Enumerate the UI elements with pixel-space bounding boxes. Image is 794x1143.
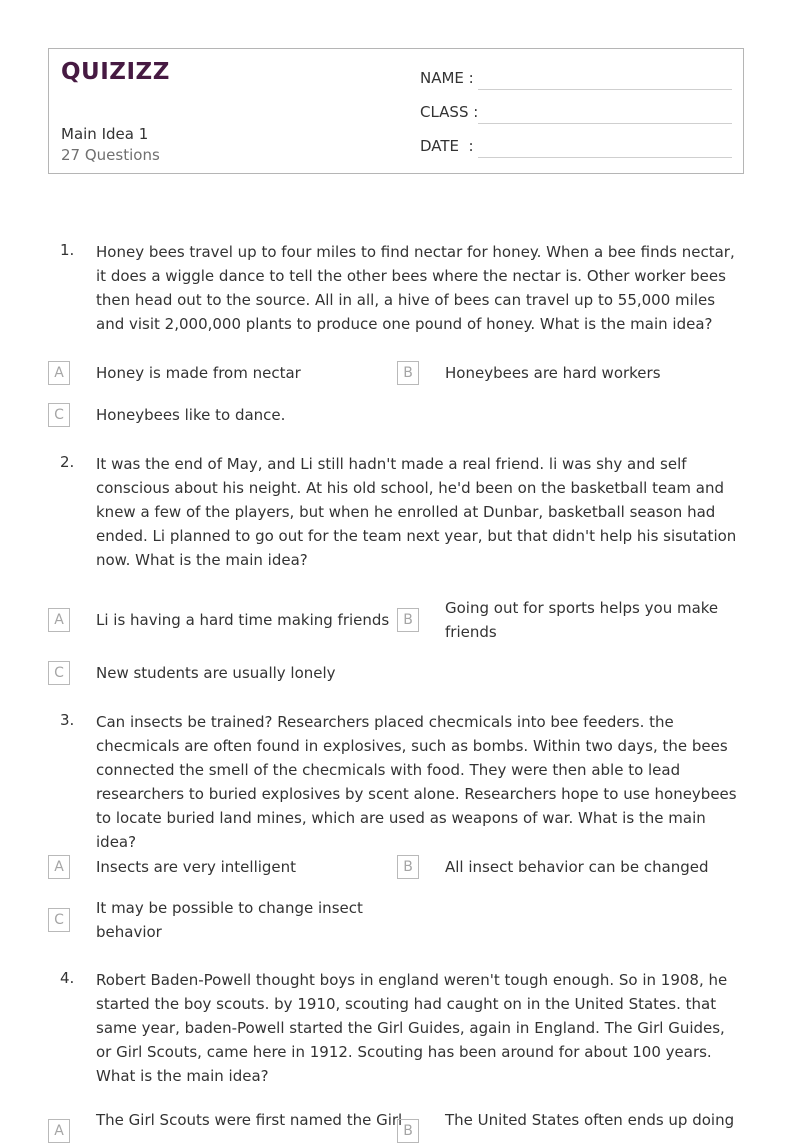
option-text[interactable]: The Girl Scouts were first named the Girl (96, 1111, 403, 1129)
worksheet-header (48, 48, 744, 174)
question-count: 27 Questions (61, 146, 160, 164)
question-text: Can insects be trained? Researchers placed checmicals into bee feeders. the checmicals are often found in explosives, such as bombs. Within two days, the bees connected the smell of the checmicals with food. They were then able to lead researchers to buried explosives by scent alone. Researchers hope to use honeybees to locate buried land mines, which are used as weapons of war. What is the main idea? (96, 713, 737, 851)
question-text: Robert Baden-Powell thought boys in england weren't tough enough. So in 1908, he started the boy scouts. by 1910, scouting had caught on in the United States. that same year, baden-Powell started the Girl Guides, again in England. The Girl Guides, or Girl Scouts, came here in 1912. Scouting has been around for about 100 years. What is the main idea? (96, 971, 728, 1085)
option-letter[interactable]: C (48, 403, 70, 427)
option-text[interactable]: Li is having a hard time making friends (96, 611, 390, 629)
option-text[interactable]: The United States often ends up doing (445, 1111, 735, 1129)
question-text: It was the end of May, and Li still hadn't made a real friend. li was shy and self conscious about his neight. At his old school, he'd been on the basketball team and knew a few of the players, but when he enrolled at Dunbar, basketball season had ended. Li planned to go out for the team next year, but that didn't help his sisutation now. What is the main idea? (96, 455, 737, 569)
option-letter[interactable]: A (48, 361, 70, 385)
date-line (478, 157, 732, 158)
option-letter[interactable]: B (397, 855, 419, 879)
option-letter[interactable]: A (48, 1119, 70, 1143)
question-number: 3. (60, 711, 75, 729)
option-letter[interactable]: C (48, 661, 70, 685)
option-text[interactable]: Going out for sports helps you make friends (445, 599, 719, 641)
option-text[interactable]: New students are usually lonely (96, 664, 336, 682)
date-label: DATE : (420, 137, 474, 155)
name-line (478, 89, 732, 90)
question-number: 2. (60, 453, 75, 471)
question-number: 1. (60, 241, 75, 259)
question-text: Honey bees travel up to four miles to find nectar for honey. When a bee finds nectar, it does a wiggle dance to tell the other bees where the nectar is. Other worker bees then head out to the source. All in all, a hive of bees can travel up to 55,000 miles and visit 2,000,000 plants to produce one pound of honey. What is the main idea? (96, 243, 735, 333)
quizizz-logo: QUIZIZZ (61, 59, 170, 85)
class-line (478, 123, 732, 124)
option-text[interactable]: Honeybees are hard workers (445, 364, 661, 382)
option-letter[interactable]: B (397, 1119, 419, 1143)
option-letter[interactable]: B (397, 608, 419, 632)
option-letter[interactable]: A (48, 608, 70, 632)
name-label: NAME : (420, 69, 474, 87)
option-letter[interactable]: C (48, 908, 70, 932)
option-letter[interactable]: B (397, 361, 419, 385)
class-label: CLASS : (420, 103, 479, 121)
option-text[interactable]: Honeybees like to dance. (96, 406, 286, 424)
worksheet-title: Main Idea 1 (61, 125, 149, 143)
option-text[interactable]: All insect behavior can be changed (445, 858, 709, 876)
option-letter[interactable]: A (48, 855, 70, 879)
question-number: 4. (60, 969, 75, 987)
option-text[interactable]: Honey is made from nectar (96, 364, 301, 382)
option-text[interactable]: It may be possible to change insect behavior (96, 899, 363, 941)
option-text[interactable]: Insects are very intelligent (96, 858, 297, 876)
